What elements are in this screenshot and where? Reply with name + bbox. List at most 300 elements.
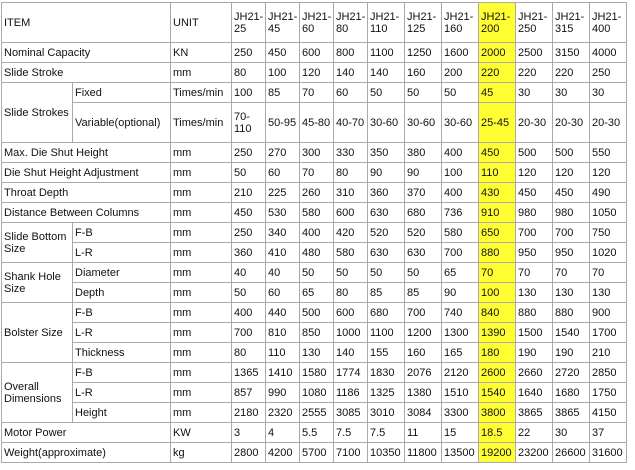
row-sub-label: L-R bbox=[73, 323, 171, 343]
value-cell: 1600 bbox=[442, 43, 479, 63]
row-label: Max. Die Shut Height bbox=[2, 143, 171, 163]
value-cell: 3150 bbox=[553, 43, 590, 63]
table-row bbox=[2, 323, 635, 343]
value-cell: 80 bbox=[232, 343, 266, 363]
value-cell: 700 bbox=[232, 323, 266, 343]
header-model: JH21-315 bbox=[553, 3, 590, 43]
value-cell: 40 bbox=[232, 263, 266, 283]
value-cell: 30 bbox=[516, 83, 553, 103]
value-cell: 3865 bbox=[516, 403, 553, 423]
row-sub-label: Fixed bbox=[73, 83, 171, 103]
value-cell-highlighted: 910 bbox=[479, 203, 516, 223]
value-cell: 450 bbox=[232, 203, 266, 223]
value-cell: 1186 bbox=[334, 383, 368, 403]
value-cell: 520 bbox=[368, 223, 405, 243]
value-cell: 360 bbox=[368, 183, 405, 203]
value-cell: 50 bbox=[232, 163, 266, 183]
value-cell: 3010 bbox=[368, 403, 405, 423]
table-row bbox=[2, 223, 635, 243]
value-cell: 30 bbox=[553, 423, 590, 443]
row-group-label: Slide Bottom Size bbox=[2, 223, 73, 263]
value-cell: 70 bbox=[300, 163, 334, 183]
row-unit: mm bbox=[171, 163, 232, 183]
value-cell: 1250 bbox=[405, 43, 442, 63]
value-cell: 2500 bbox=[516, 43, 553, 63]
header-model: JH21-25 bbox=[232, 3, 266, 43]
value-cell: 30-60 bbox=[442, 103, 479, 143]
value-cell: 7.5 bbox=[368, 423, 405, 443]
value-cell: 30-60 bbox=[368, 103, 405, 143]
value-cell: 480 bbox=[300, 243, 334, 263]
row-unit: mm bbox=[171, 303, 232, 323]
value-cell: 30-60 bbox=[405, 103, 442, 143]
value-cell: 50 bbox=[405, 263, 442, 283]
value-cell-highlighted: 650 bbox=[479, 223, 516, 243]
value-cell: 80 bbox=[232, 63, 266, 83]
value-cell: 50 bbox=[442, 83, 479, 103]
value-cell: 450 bbox=[553, 183, 590, 203]
table-row bbox=[2, 163, 635, 183]
header-model: JH21-125 bbox=[405, 3, 442, 43]
value-cell: 340 bbox=[266, 223, 300, 243]
value-cell: 20-30 bbox=[516, 103, 553, 143]
value-cell: 37 bbox=[590, 423, 627, 443]
value-cell: 50 bbox=[368, 263, 405, 283]
value-cell-highlighted: 880 bbox=[479, 243, 516, 263]
value-cell: 810 bbox=[266, 323, 300, 343]
row-unit: Times/min bbox=[171, 103, 232, 143]
value-cell: 250 bbox=[232, 43, 266, 63]
value-cell: 1580 bbox=[300, 363, 334, 383]
value-cell: 700 bbox=[442, 243, 479, 263]
value-cell: 1300 bbox=[442, 323, 479, 343]
table-row bbox=[2, 183, 635, 203]
table-row bbox=[2, 143, 635, 163]
value-cell: 700 bbox=[553, 223, 590, 243]
table-row bbox=[2, 343, 635, 363]
value-cell-highlighted: 450 bbox=[479, 143, 516, 163]
value-cell: 1020 bbox=[590, 243, 627, 263]
row-sub-label: Diameter bbox=[73, 263, 171, 283]
value-cell: 5700 bbox=[300, 443, 334, 463]
value-cell: 70-110 bbox=[232, 103, 266, 143]
header-model: JH21-250 bbox=[516, 3, 553, 43]
row-label: Die Shut Height Adjustment bbox=[2, 163, 171, 183]
value-cell: 880 bbox=[553, 303, 590, 323]
table-row bbox=[2, 243, 635, 263]
value-cell: 1410 bbox=[266, 363, 300, 383]
value-cell: 880 bbox=[516, 303, 553, 323]
value-cell: 1200 bbox=[405, 323, 442, 343]
value-cell: 450 bbox=[266, 43, 300, 63]
table-row bbox=[2, 283, 635, 303]
row-unit: KW bbox=[171, 423, 232, 443]
value-cell: 225 bbox=[266, 183, 300, 203]
value-cell: 1830 bbox=[368, 363, 405, 383]
value-cell: 600 bbox=[334, 303, 368, 323]
header-row bbox=[2, 3, 635, 43]
header-model: JH21-60 bbox=[300, 3, 334, 43]
row-unit: mm bbox=[171, 323, 232, 343]
value-cell: 680 bbox=[368, 303, 405, 323]
value-cell: 2800 bbox=[232, 443, 266, 463]
value-cell: 155 bbox=[368, 343, 405, 363]
row-group-label: Slide Strokes bbox=[2, 83, 73, 143]
value-cell-highlighted: 220 bbox=[479, 63, 516, 83]
value-cell: 70 bbox=[553, 263, 590, 283]
value-cell: 5.5 bbox=[300, 423, 334, 443]
value-cell: 70 bbox=[300, 83, 334, 103]
value-cell: 60 bbox=[266, 163, 300, 183]
value-cell: 3085 bbox=[334, 403, 368, 423]
header-item: ITEM bbox=[2, 3, 171, 43]
value-cell: 190 bbox=[516, 343, 553, 363]
value-cell: 90 bbox=[368, 163, 405, 183]
header-model: JH21-45 bbox=[266, 3, 300, 43]
value-cell: 50-95 bbox=[266, 103, 300, 143]
value-cell: 750 bbox=[590, 223, 627, 243]
value-cell: 2850 bbox=[590, 363, 627, 383]
row-sub-label: L-R bbox=[73, 243, 171, 263]
value-cell: 630 bbox=[368, 243, 405, 263]
value-cell: 1100 bbox=[368, 43, 405, 63]
value-cell: 530 bbox=[266, 203, 300, 223]
row-unit: mm bbox=[171, 383, 232, 403]
value-cell: 2720 bbox=[553, 363, 590, 383]
value-cell: 350 bbox=[368, 143, 405, 163]
value-cell: 740 bbox=[442, 303, 479, 323]
value-cell: 250 bbox=[590, 63, 627, 83]
value-cell: 450 bbox=[516, 183, 553, 203]
value-cell: 1700 bbox=[590, 323, 627, 343]
value-cell: 4000 bbox=[590, 43, 627, 63]
value-cell: 85 bbox=[266, 83, 300, 103]
value-cell: 2120 bbox=[442, 363, 479, 383]
value-cell: 850 bbox=[300, 323, 334, 343]
value-cell: 11 bbox=[405, 423, 442, 443]
value-cell: 400 bbox=[442, 143, 479, 163]
value-cell: 120 bbox=[516, 163, 553, 183]
value-cell: 580 bbox=[334, 243, 368, 263]
value-cell: 130 bbox=[553, 283, 590, 303]
value-cell: 600 bbox=[334, 203, 368, 223]
value-cell-highlighted: 1540 bbox=[479, 383, 516, 403]
value-cell: 30 bbox=[590, 83, 627, 103]
value-cell: 220 bbox=[553, 63, 590, 83]
row-group-label: Overall Dimensions bbox=[2, 363, 73, 423]
row-unit: mm bbox=[171, 343, 232, 363]
row-sub-label: F-B bbox=[73, 303, 171, 323]
value-cell: 270 bbox=[266, 143, 300, 163]
value-cell: 700 bbox=[516, 223, 553, 243]
value-cell: 500 bbox=[553, 143, 590, 163]
value-cell: 250 bbox=[232, 143, 266, 163]
value-cell: 1365 bbox=[232, 363, 266, 383]
value-cell-highlighted: 70 bbox=[479, 263, 516, 283]
value-cell: 310 bbox=[334, 183, 368, 203]
table-row bbox=[2, 303, 635, 323]
value-cell: 50 bbox=[368, 83, 405, 103]
spec-table bbox=[1, 2, 635, 463]
table-row bbox=[2, 263, 635, 283]
row-unit: mm bbox=[171, 263, 232, 283]
value-cell-highlighted: 25-45 bbox=[479, 103, 516, 143]
row-label: Motor Power bbox=[2, 423, 171, 443]
value-cell: 700 bbox=[405, 303, 442, 323]
row-unit: mm bbox=[171, 203, 232, 223]
value-cell: 60 bbox=[334, 83, 368, 103]
value-cell: 550 bbox=[590, 143, 627, 163]
table-row bbox=[2, 63, 635, 83]
value-cell: 60 bbox=[266, 283, 300, 303]
value-cell-highlighted: 19200 bbox=[479, 443, 516, 463]
value-cell: 490 bbox=[590, 183, 627, 203]
table-row bbox=[2, 443, 635, 463]
value-cell: 50 bbox=[405, 83, 442, 103]
table-row bbox=[2, 203, 635, 223]
value-cell: 13500 bbox=[442, 443, 479, 463]
value-cell: 1325 bbox=[368, 383, 405, 403]
value-cell: 140 bbox=[368, 63, 405, 83]
value-cell: 2180 bbox=[232, 403, 266, 423]
value-cell: 3865 bbox=[553, 403, 590, 423]
header-model: JH21-80 bbox=[334, 3, 368, 43]
row-sub-label: F-B bbox=[73, 363, 171, 383]
value-cell: 300 bbox=[300, 143, 334, 163]
value-cell: 980 bbox=[516, 203, 553, 223]
row-sub-label: Thickness bbox=[73, 343, 171, 363]
value-cell-highlighted: 2600 bbox=[479, 363, 516, 383]
row-unit: kg bbox=[171, 443, 232, 463]
value-cell: 160 bbox=[405, 63, 442, 83]
value-cell: 70 bbox=[516, 263, 553, 283]
value-cell: 20-30 bbox=[553, 103, 590, 143]
value-cell: 2555 bbox=[300, 403, 334, 423]
value-cell-highlighted: 110 bbox=[479, 163, 516, 183]
row-unit: mm bbox=[171, 143, 232, 163]
value-cell: 980 bbox=[553, 203, 590, 223]
table-row bbox=[2, 383, 635, 403]
value-cell: 40-70 bbox=[334, 103, 368, 143]
header-model-highlighted: JH21-200 bbox=[479, 3, 516, 43]
row-unit: mm bbox=[171, 363, 232, 383]
value-cell: 400 bbox=[232, 303, 266, 323]
value-cell: 140 bbox=[334, 63, 368, 83]
value-cell: 580 bbox=[442, 223, 479, 243]
row-group-label: Shank Hole Size bbox=[2, 263, 73, 303]
value-cell: 1080 bbox=[300, 383, 334, 403]
value-cell: 90 bbox=[442, 283, 479, 303]
value-cell: 260 bbox=[300, 183, 334, 203]
value-cell: 4 bbox=[266, 423, 300, 443]
value-cell: 130 bbox=[300, 343, 334, 363]
table-row bbox=[2, 83, 635, 103]
row-unit: mm bbox=[171, 183, 232, 203]
value-cell: 2320 bbox=[266, 403, 300, 423]
row-unit: mm bbox=[171, 243, 232, 263]
value-cell: 3300 bbox=[442, 403, 479, 423]
value-cell: 30 bbox=[553, 83, 590, 103]
value-cell: 100 bbox=[442, 163, 479, 183]
value-cell: 680 bbox=[405, 203, 442, 223]
value-cell: 120 bbox=[590, 163, 627, 183]
value-cell: 40 bbox=[266, 263, 300, 283]
value-cell: 65 bbox=[300, 283, 334, 303]
value-cell: 85 bbox=[368, 283, 405, 303]
value-cell: 360 bbox=[232, 243, 266, 263]
table-row bbox=[2, 363, 635, 383]
value-cell: 165 bbox=[442, 343, 479, 363]
value-cell: 70 bbox=[590, 263, 627, 283]
row-sub-label: Depth bbox=[73, 283, 171, 303]
table-row bbox=[2, 103, 635, 143]
value-cell-highlighted: 3800 bbox=[479, 403, 516, 423]
value-cell: 250 bbox=[232, 223, 266, 243]
value-cell: 23200 bbox=[516, 443, 553, 463]
value-cell: 85 bbox=[405, 283, 442, 303]
value-cell: 1680 bbox=[553, 383, 590, 403]
value-cell: 110 bbox=[266, 343, 300, 363]
value-cell: 100 bbox=[232, 83, 266, 103]
value-cell: 1100 bbox=[368, 323, 405, 343]
table-row bbox=[2, 403, 635, 423]
value-cell: 100 bbox=[266, 63, 300, 83]
value-cell: 950 bbox=[553, 243, 590, 263]
value-cell-highlighted: 840 bbox=[479, 303, 516, 323]
header-model: JH21-400 bbox=[590, 3, 627, 43]
value-cell: 600 bbox=[300, 43, 334, 63]
value-cell: 400 bbox=[442, 183, 479, 203]
value-cell: 1500 bbox=[516, 323, 553, 343]
header-model: JH21-160 bbox=[442, 3, 479, 43]
value-cell: 1510 bbox=[442, 383, 479, 403]
value-cell: 3084 bbox=[405, 403, 442, 423]
value-cell: 120 bbox=[300, 63, 334, 83]
value-cell: 630 bbox=[368, 203, 405, 223]
value-cell: 80 bbox=[334, 283, 368, 303]
table-row bbox=[2, 423, 635, 443]
value-cell-highlighted: 100 bbox=[479, 283, 516, 303]
row-label: Slide Stroke bbox=[2, 63, 171, 83]
value-cell: 440 bbox=[266, 303, 300, 323]
value-cell: 200 bbox=[442, 63, 479, 83]
value-cell: 370 bbox=[405, 183, 442, 203]
value-cell-highlighted: 180 bbox=[479, 343, 516, 363]
value-cell: 500 bbox=[300, 303, 334, 323]
value-cell: 120 bbox=[553, 163, 590, 183]
value-cell: 580 bbox=[300, 203, 334, 223]
table-row bbox=[2, 43, 635, 63]
value-cell: 420 bbox=[334, 223, 368, 243]
value-cell: 140 bbox=[334, 343, 368, 363]
value-cell: 7.5 bbox=[334, 423, 368, 443]
value-cell: 400 bbox=[300, 223, 334, 243]
value-cell: 2660 bbox=[516, 363, 553, 383]
value-cell: 1640 bbox=[516, 383, 553, 403]
value-cell: 210 bbox=[232, 183, 266, 203]
value-cell: 520 bbox=[405, 223, 442, 243]
row-unit: mm bbox=[171, 223, 232, 243]
value-cell: 1000 bbox=[334, 323, 368, 343]
value-cell: 7100 bbox=[334, 443, 368, 463]
value-cell: 330 bbox=[334, 143, 368, 163]
value-cell: 380 bbox=[405, 143, 442, 163]
row-unit: mm bbox=[171, 403, 232, 423]
value-cell: 31600 bbox=[590, 443, 627, 463]
value-cell: 630 bbox=[405, 243, 442, 263]
value-cell: 26600 bbox=[553, 443, 590, 463]
row-label: Distance Between Columns bbox=[2, 203, 171, 223]
value-cell: 160 bbox=[405, 343, 442, 363]
value-cell: 2076 bbox=[405, 363, 442, 383]
row-label: Weight(approximate) bbox=[2, 443, 171, 463]
row-sub-label: L-R bbox=[73, 383, 171, 403]
value-cell: 15 bbox=[442, 423, 479, 443]
value-cell: 1380 bbox=[405, 383, 442, 403]
value-cell: 1750 bbox=[590, 383, 627, 403]
value-cell: 1774 bbox=[334, 363, 368, 383]
value-cell: 10350 bbox=[368, 443, 405, 463]
value-cell: 220 bbox=[516, 63, 553, 83]
value-cell: 11800 bbox=[405, 443, 442, 463]
value-cell: 130 bbox=[516, 283, 553, 303]
value-cell: 857 bbox=[232, 383, 266, 403]
value-cell-highlighted: 18.5 bbox=[479, 423, 516, 443]
value-cell: 50 bbox=[300, 263, 334, 283]
value-cell: 210 bbox=[590, 343, 627, 363]
value-cell: 190 bbox=[553, 343, 590, 363]
value-cell-highlighted: 2000 bbox=[479, 43, 516, 63]
row-sub-label: F-B bbox=[73, 223, 171, 243]
value-cell: 950 bbox=[516, 243, 553, 263]
value-cell: 80 bbox=[334, 163, 368, 183]
value-cell: 800 bbox=[334, 43, 368, 63]
row-unit: Times/min bbox=[171, 83, 232, 103]
row-sub-label: Variable(optional) bbox=[73, 103, 171, 143]
row-unit: mm bbox=[171, 63, 232, 83]
value-cell: 4150 bbox=[590, 403, 627, 423]
value-cell-highlighted: 1390 bbox=[479, 323, 516, 343]
value-cell: 90 bbox=[405, 163, 442, 183]
value-cell: 1540 bbox=[553, 323, 590, 343]
value-cell: 4200 bbox=[266, 443, 300, 463]
row-label: Throat Depth bbox=[2, 183, 171, 203]
value-cell: 900 bbox=[590, 303, 627, 323]
value-cell: 736 bbox=[442, 203, 479, 223]
row-group-label: Bolster Size bbox=[2, 303, 73, 363]
value-cell: 410 bbox=[266, 243, 300, 263]
value-cell: 500 bbox=[516, 143, 553, 163]
value-cell: 20-30 bbox=[590, 103, 627, 143]
header-unit: UNIT bbox=[171, 3, 232, 43]
value-cell: 1050 bbox=[590, 203, 627, 223]
value-cell: 50 bbox=[232, 283, 266, 303]
value-cell-highlighted: 430 bbox=[479, 183, 516, 203]
value-cell: 990 bbox=[266, 383, 300, 403]
row-sub-label: Height bbox=[73, 403, 171, 423]
value-cell: 50 bbox=[334, 263, 368, 283]
value-cell-highlighted: 45 bbox=[479, 83, 516, 103]
row-unit: mm bbox=[171, 283, 232, 303]
value-cell: 45-80 bbox=[300, 103, 334, 143]
value-cell: 65 bbox=[442, 263, 479, 283]
header-model: JH21-110 bbox=[368, 3, 405, 43]
row-label: Nominal Capacity bbox=[2, 43, 171, 63]
value-cell: 3 bbox=[232, 423, 266, 443]
value-cell: 22 bbox=[516, 423, 553, 443]
value-cell: 130 bbox=[590, 283, 627, 303]
row-unit: KN bbox=[171, 43, 232, 63]
